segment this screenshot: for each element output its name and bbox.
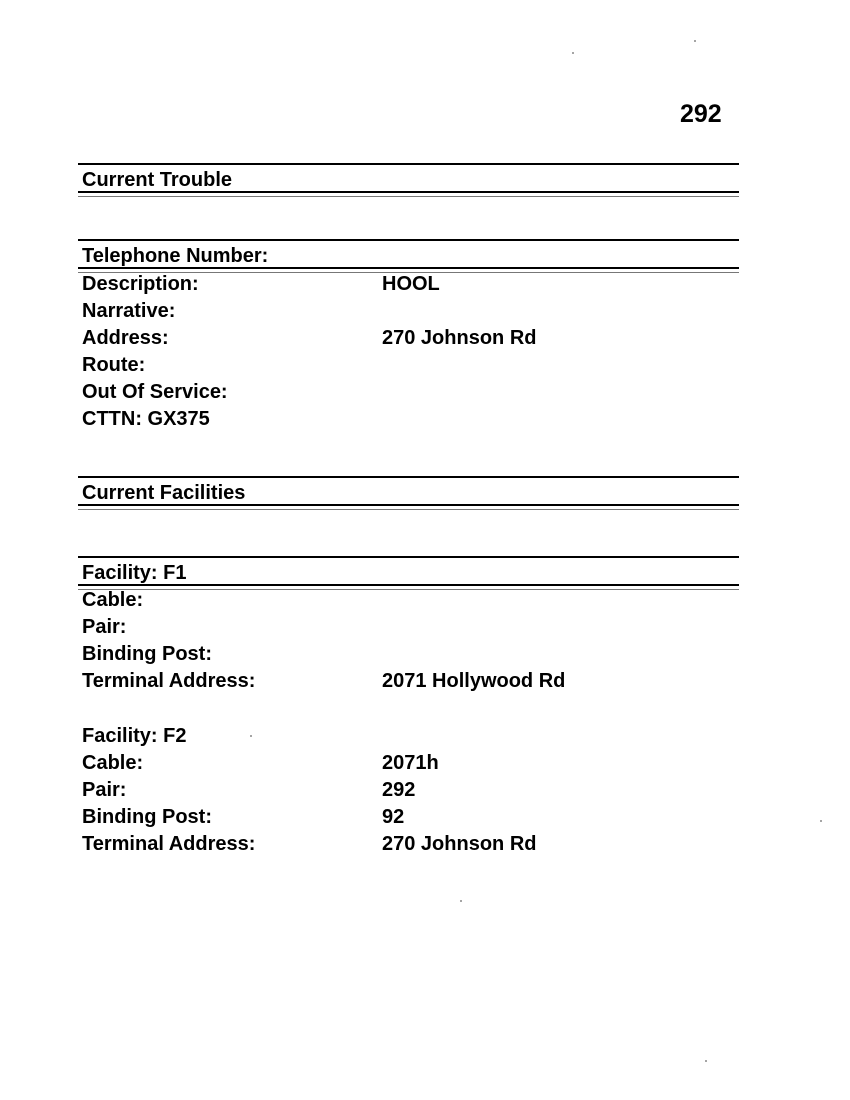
scan-speck xyxy=(572,52,574,54)
facility-f1-title: Facility: F1 xyxy=(82,562,187,584)
field-value: 92 xyxy=(382,806,405,828)
field-row-narrative xyxy=(82,298,382,324)
field-label: Binding Post: xyxy=(82,806,212,828)
field-label: Route: xyxy=(82,354,146,376)
field-label: Cable: xyxy=(82,752,144,774)
scan-speck xyxy=(820,820,822,822)
field-label: Address: xyxy=(82,327,169,349)
field-row-address xyxy=(82,325,536,351)
field-value: 270 Johnson Rd xyxy=(382,833,537,855)
f2-row-cable xyxy=(82,750,439,776)
field-label: Pair: xyxy=(82,779,127,801)
field-row-description xyxy=(82,271,440,297)
current-facilities-header xyxy=(78,476,739,510)
field-value: 2071 Hollywood Rd xyxy=(382,670,566,692)
f2-row-terminal-address xyxy=(82,831,536,857)
scan-speck xyxy=(250,735,252,737)
f1-row-terminal-address xyxy=(82,668,565,694)
telephone-number-header xyxy=(78,239,739,273)
f2-row-binding-post xyxy=(82,804,404,830)
f1-row-pair xyxy=(82,614,382,640)
page-number: 292 xyxy=(680,100,722,128)
field-value: 292 xyxy=(382,779,416,801)
field-label: Pair: xyxy=(82,616,127,638)
field-label: Terminal Address: xyxy=(82,833,256,855)
field-value: 2071h xyxy=(382,752,439,774)
field-label: CTTN: GX375 xyxy=(82,408,210,430)
f2-row-pair xyxy=(82,777,415,803)
field-row-out-of-service xyxy=(82,379,382,405)
field-label: Cable: xyxy=(82,589,144,611)
field-label: Binding Post: xyxy=(82,643,212,665)
telephone-number-title: Telephone Number: xyxy=(82,245,269,267)
current-facilities-title: Current Facilities xyxy=(82,482,246,504)
facility-f1-header xyxy=(78,556,739,590)
field-row-cttn xyxy=(82,406,382,432)
facility-f2-title xyxy=(82,723,382,749)
current-trouble-header xyxy=(78,163,739,197)
f1-row-binding-post xyxy=(82,641,382,667)
f1-row-cable xyxy=(82,587,382,613)
scan-speck xyxy=(694,40,696,42)
field-row-route xyxy=(82,352,382,378)
scan-speck xyxy=(460,900,462,902)
header-rule-bottom xyxy=(78,191,739,197)
field-label: Out Of Service: xyxy=(82,381,228,403)
field-label: Terminal Address: xyxy=(82,670,256,692)
current-trouble-title: Current Trouble xyxy=(82,169,233,191)
field-value: 270 Johnson Rd xyxy=(382,327,537,349)
scan-speck xyxy=(705,1060,707,1062)
header-rule-bottom xyxy=(78,504,739,510)
field-label: Description: xyxy=(82,273,199,295)
field-label: Facility: F2 xyxy=(82,725,187,747)
field-value: HOOL xyxy=(382,273,440,295)
field-label: Narrative: xyxy=(82,300,176,322)
